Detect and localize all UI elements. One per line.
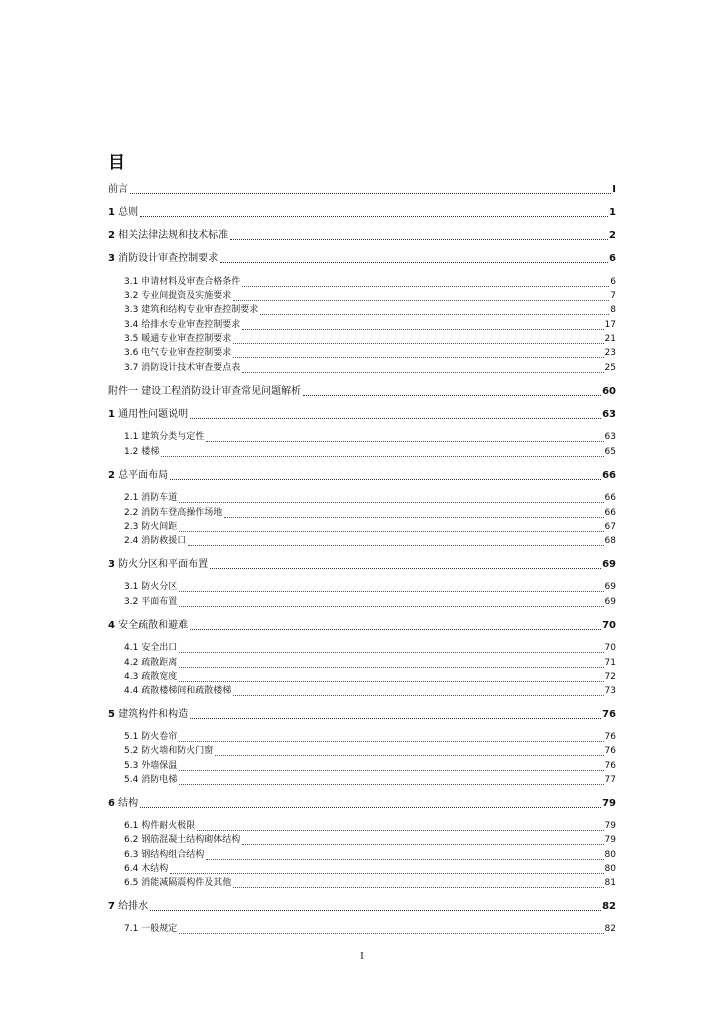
toc-entry-title [124,656,178,671]
toc-entry-number: 1 [108,409,115,420]
toc-entry-title [108,384,302,399]
toc-entry-text: 结构 [114,798,139,809]
toc-entry-text: 相关法律法规和技术标准 [114,230,229,241]
toc-entry-text: 疏散距离 [138,658,178,668]
toc-entry-page-number: 69 [602,559,616,570]
dot-leader [130,192,611,194]
toc-entry-page-number: 76 [604,732,616,742]
toc-entry-page-number: 66 [604,508,616,518]
toc-entry-title [124,332,232,347]
toc-entry-number: 1.1 [124,432,139,442]
toc-entry-page-number: 77 [604,775,616,785]
toc-entry-number: 5.2 [124,746,139,756]
toc-entry-title [124,275,241,290]
toc-entry-page-number: 79 [604,835,616,845]
toc-entry-number: 2.2 [124,508,139,518]
dot-leader [188,544,603,546]
toc-entry-title [124,430,205,445]
toc-entry-title [108,557,209,572]
dot-leader [242,328,603,330]
toc-entry-page-number: 23 [604,348,616,358]
dot-leader [215,754,603,756]
toc-entry-title [124,580,178,595]
toc-entry-page-number: 66 [602,470,616,481]
toc-entry-number: 2.4 [124,536,139,546]
toc-entry-text: 附件一 建设工程消防设计审查常见问题解析 [108,386,302,397]
toc-entry-text: 安全疏散和避难 [114,620,189,631]
dot-leader [140,215,608,217]
toc-entry-text: 通用性问题说明 [114,409,189,420]
toc-entry-title [108,407,189,422]
toc-entry-number: 2.3 [124,522,139,532]
toc-entry-title [124,445,160,460]
toc-entry-title [108,618,189,633]
toc-entry-number: 3.5 [124,334,139,344]
dot-leader [224,516,603,518]
toc-chapter-entry[interactable] [108,468,616,483]
toc-entry-number: 3.1 [124,582,139,592]
toc-entry-title [124,641,178,656]
toc-entry-page-number: 79 [604,821,616,831]
toc-entry-number: 6.1 [124,821,139,831]
dot-leader [233,886,603,888]
toc-entry-title [124,303,259,318]
toc-entry-text: 消防车道 [138,493,178,503]
toc-section-entry[interactable] [124,580,616,595]
dot-leader [197,829,603,831]
toc-entry-page-number: 76 [604,746,616,756]
toc-entry-page-number: 69 [604,597,616,607]
toc-entry-number: 5.4 [124,775,139,785]
toc-entry-title [124,833,241,848]
toc-chapter-entry[interactable] [108,228,616,243]
dot-leader [190,417,601,419]
toc-entry-page-number: 66 [604,493,616,503]
toc-entry-page-number: 67 [604,522,616,532]
toc-entry-page-number: 69 [604,582,616,592]
toc-entry-number: 4.2 [124,658,139,668]
toc-entry-number: 6.5 [124,878,139,888]
toc-entry-title [124,289,232,304]
toc-entry-page-number: 82 [602,901,616,912]
toc-entry-text: 申请材料及审查合格条件 [138,277,241,287]
toc-entry-number: 6 [108,798,115,809]
toc-entry-text: 一般规定 [138,924,178,934]
toc-entry-title [124,730,178,745]
toc-chapter-entry[interactable] [108,557,616,572]
toc-entry-title [124,819,196,834]
dot-leader [179,605,603,607]
dot-leader [230,238,608,240]
dot-leader [233,356,603,358]
toc-section-entry[interactable] [124,922,616,937]
toc-entry-number: 1 [108,207,115,218]
dot-leader [303,394,601,396]
toc-entry-number: 3 [108,559,115,570]
toc-chapter-entry[interactable] [108,407,616,422]
toc-entry-title [108,468,169,483]
toc-entry-text: 建筑分类与定性 [138,432,205,442]
toc-entry-title [108,796,139,811]
toc-entry-text: 电气专业审查控制要求 [138,348,232,358]
toc-section-entry[interactable] [124,534,616,549]
toc-entry-text: 安全出口 [138,643,178,653]
toc-entry-number: 2.1 [124,493,139,503]
toc-chapter-entry[interactable] [108,899,616,914]
dot-leader [179,530,603,532]
toc-chapter-entry[interactable] [108,707,616,722]
toc-entry-page-number: 65 [604,447,616,457]
toc-section-entry[interactable] [124,862,616,877]
toc-entry-text: 防火间距 [138,522,178,532]
toc-entry-text: 楼梯 [138,447,160,457]
toc-entry-title [124,318,241,333]
toc-section-entry[interactable] [124,346,616,361]
toc-entry-number: 3.3 [124,305,139,315]
toc-entry-text: 疏散楼梯间和疏散楼梯 [138,686,232,696]
dot-leader [260,313,609,315]
toc-section-entry[interactable] [124,833,616,848]
dot-leader [233,694,603,696]
dot-leader [161,455,603,457]
toc-entry-number: 3 [108,253,115,264]
toc-entry-title [124,520,178,535]
toc-section-entry[interactable] [124,759,616,774]
toc-entry-number: 6.3 [124,850,139,860]
toc-entry-title [108,899,149,914]
toc-entry-number: 3.2 [124,597,139,607]
toc-entry-text: 消防设计审查控制要求 [114,253,219,264]
toc-entry-title [124,684,232,699]
toc-section-entry[interactable] [124,656,616,671]
toc-entry-number: 7.1 [124,924,139,934]
dot-leader [179,740,603,742]
toc-entry-number: 6.4 [124,864,139,874]
toc-entry-page-number: 21 [604,334,616,344]
toc-entry-text: 消能减隔震构件及其他 [138,878,232,888]
toc-entry-number: 5 [108,709,115,720]
toc-entry-number: 5.3 [124,761,139,771]
toc-chapter-entry[interactable] [108,205,616,220]
dot-leader [210,567,601,569]
dot-leader [179,651,603,653]
toc-entry-number: 5.1 [124,732,139,742]
toc-entry-title [124,506,223,521]
toc-entry-text: 消防救援口 [138,536,187,546]
toc-entry-text: 暖通专业审查控制要求 [138,334,232,344]
toc-entry-page-number: 70 [602,620,616,631]
toc-section-entry[interactable] [124,730,616,745]
toc-entry-text: 消防设计技术审查要点表 [138,363,241,373]
toc-entry-page-number: 79 [602,798,616,809]
toc-entry-text: 防火墙和防火门窗 [138,746,214,756]
toc-entry-text: 消防车登高操作场地 [138,508,223,518]
toc-section-entry[interactable] [124,520,616,535]
toc-section-entry[interactable] [124,430,616,445]
toc-entry-text: 疏散宽度 [138,672,178,682]
toc-entry-text: 给排水 [114,901,149,912]
toc-entry-number: 3.6 [124,348,139,358]
toc-entry-page-number: 6 [610,277,616,287]
dot-leader [170,872,603,874]
toc-section-entry[interactable] [124,670,616,685]
toc-entry-page-number: 60 [602,386,616,397]
dot-leader [220,261,608,263]
toc-entry-text: 建筑和结构专业审查控制要求 [138,305,259,315]
toc-entry-title [124,491,178,506]
toc-entry-title [124,759,178,774]
toc-entry-title [124,346,232,361]
toc-section-entry[interactable] [124,595,616,610]
dot-leader [190,717,601,719]
toc-entry-page-number: 8 [610,305,616,315]
toc-entry-title [124,595,178,610]
toc-entry-title [124,862,169,877]
toc-section-entry[interactable] [124,332,616,347]
toc-entry-title [108,228,229,243]
toc-section-entry[interactable] [124,275,616,290]
dot-leader [170,478,601,480]
toc-entry-title [124,670,178,685]
toc-entry-text: 构件耐火极限 [138,821,196,831]
toc-entry-title [124,744,214,759]
dot-leader [179,501,603,503]
toc-section-entry[interactable] [124,491,616,506]
toc-chapter-entry[interactable] [108,182,616,197]
toc-section-entry[interactable] [124,641,616,656]
toc-entry-text: 消防电梯 [138,775,178,785]
toc-entry-title [108,251,219,266]
dot-leader [242,371,603,373]
toc-chapter-entry[interactable] [108,251,616,266]
toc-chapter-entry[interactable] [108,796,616,811]
toc-entry-title [124,876,232,891]
toc-entry-text: 平面布置 [138,597,178,607]
toc-section-entry[interactable] [124,773,616,788]
toc-entry-text: 总平面布局 [114,470,169,481]
toc-section-entry[interactable] [124,744,616,759]
toc-entry-title [124,773,178,788]
toc-entry-title [108,182,129,197]
toc-entry-page-number: 63 [604,432,616,442]
toc-entry-page-number: 82 [604,924,616,934]
toc-section-entry[interactable] [124,684,616,699]
toc-entry-page-number: 72 [604,672,616,682]
toc-entry-title [124,534,187,549]
toc-entry-text: 给排水专业审查控制要求 [138,320,241,330]
toc-entry-page-number: 63 [602,409,616,420]
dot-leader [179,680,603,682]
toc-entry-number: 6.2 [124,835,139,845]
toc-entry-number: 7 [108,901,115,912]
toc-entry-text: 外墙保温 [138,761,178,771]
toc-entry-page-number: 76 [602,709,616,720]
toc-entry-page-number: 73 [604,686,616,696]
toc-entry-title [124,361,241,376]
toc-entry-number: 3.4 [124,320,139,330]
toc-entry-page-number: 7 [610,291,616,301]
toc-entry-text: 钢结构组合结构 [138,850,205,860]
toc-entry-number: 3.1 [124,277,139,287]
dot-leader [206,440,603,442]
toc-entry-text: 前言 [108,184,128,195]
toc-section-entry[interactable] [124,303,616,318]
toc-entry-page-number: 68 [604,536,616,546]
toc-section-entry[interactable] [124,506,616,521]
toc-entry-text: 防火分区和平面布置 [114,559,209,570]
dot-leader [233,342,603,344]
toc-entry-text: 建筑构件和构造 [114,709,189,720]
toc-entry-title [108,707,189,722]
dot-leader [179,666,603,668]
dot-leader [233,299,609,301]
toc-section-entry[interactable] [124,876,616,891]
toc-entry-page-number: 70 [604,643,616,653]
toc-entry-text: 防火分区 [138,582,178,592]
toc-entry-page-number: 2 [609,230,616,241]
toc-entry-title [124,922,178,937]
toc-section-entry[interactable] [124,318,616,333]
dot-leader [150,909,601,911]
toc-entry-text: 专业间提资及实施要求 [138,291,232,301]
toc-chapter-entry[interactable] [108,384,616,399]
toc-entry-page-number: 17 [604,320,616,330]
toc-entry-number: 4.4 [124,686,139,696]
toc-entry-number: 2 [108,470,115,481]
dot-leader [179,769,603,771]
toc-entry-title [124,848,205,863]
toc-entry-text: 木结构 [138,864,169,874]
toc-entry-number: 3.2 [124,291,139,301]
toc-entry-number: 1.2 [124,447,139,457]
toc-entry-title [108,205,139,220]
toc-entry-page-number: 1 [609,207,616,218]
toc-entry-page-number: 76 [604,761,616,771]
toc-entry-number: 3.7 [124,363,139,373]
dot-leader [179,783,603,785]
toc-chapter-entry[interactable] [108,618,616,633]
page-number-footer: I [360,950,364,962]
toc-section-entry[interactable] [124,445,616,460]
toc-entry-number: 4.3 [124,672,139,682]
toc-section-entry[interactable] [124,848,616,863]
toc-entry-page-number: 6 [609,253,616,264]
toc-entry-page-number: 25 [604,363,616,373]
toc-entry-number: 4.1 [124,643,139,653]
toc-entry-page-number: I [612,184,616,195]
toc-entry-text: 总则 [114,207,139,218]
toc-entry-page-number: 71 [604,658,616,668]
toc-entry-number: 2 [108,230,115,241]
toc-entry-page-number: 81 [604,878,616,888]
toc-entry-text: 钢筋混凝土结构砌体结构 [138,835,241,845]
toc-section-entry[interactable] [124,361,616,376]
toc-entry-text: 防火卷帘 [138,732,178,742]
toc-entry-number: 4 [108,620,115,631]
dot-leader [242,285,609,287]
toc-heading: 目 [108,153,126,173]
dot-leader [179,590,603,592]
toc-section-entry[interactable] [124,289,616,304]
toc-entry-page-number: 80 [604,864,616,874]
dot-leader [206,858,603,860]
dot-leader [140,806,601,808]
dot-leader [179,932,603,934]
dot-leader [242,843,603,845]
toc-section-entry[interactable] [124,819,616,834]
dot-leader [190,628,601,630]
toc-entry-page-number: 80 [604,850,616,860]
